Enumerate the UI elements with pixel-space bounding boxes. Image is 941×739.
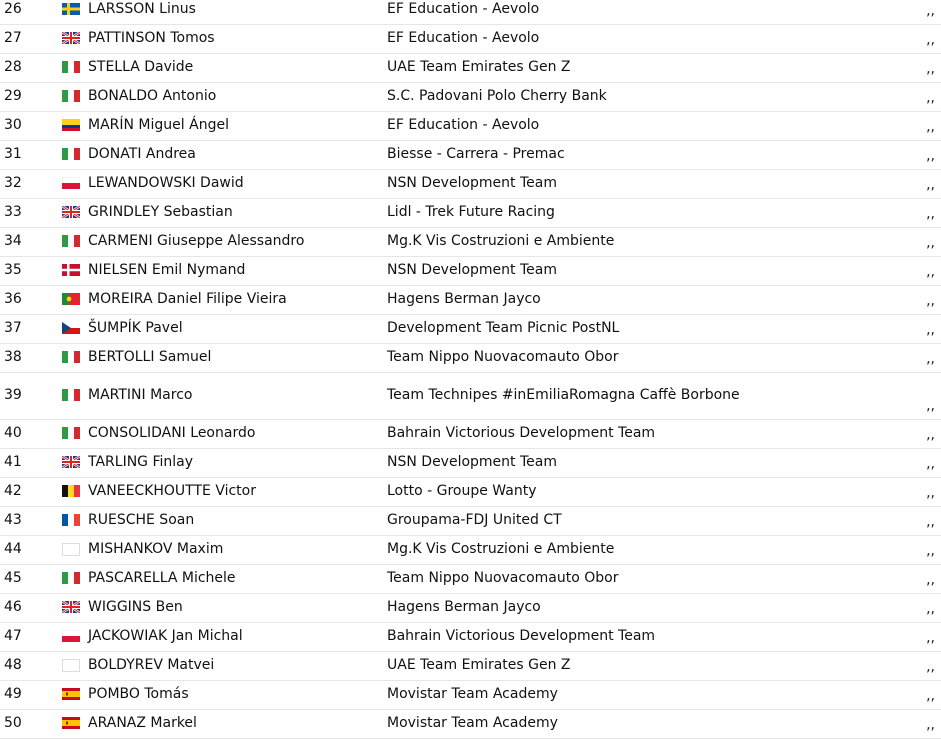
rider-name-link[interactable]: PASCARELLA Michele xyxy=(88,564,387,593)
rider-name-link[interactable]: NIELSEN Emil Nymand xyxy=(88,256,387,285)
rider-name-link[interactable]: PATTINSON Tomos xyxy=(88,24,387,53)
flag-cell xyxy=(62,651,88,680)
rider-name-link[interactable]: ŠUMPÍK Pavel xyxy=(88,314,387,343)
gb-flag-icon xyxy=(62,601,80,613)
table-row xyxy=(0,169,941,198)
flag-cell xyxy=(62,140,88,169)
rider-name-link[interactable]: MARTINI Marco xyxy=(88,372,387,419)
se-flag-icon xyxy=(62,3,80,15)
table-row xyxy=(0,564,941,593)
flag-cell xyxy=(62,419,88,448)
team-name-link[interactable]: NSN Development Team xyxy=(387,448,817,477)
team-name-link[interactable]: Hagens Berman Jayco xyxy=(387,285,817,314)
rank-cell: 38 xyxy=(0,343,62,372)
table-row xyxy=(0,227,941,256)
rank-cell: 44 xyxy=(0,535,62,564)
team-name-link[interactable]: Team Nippo Nuovacomauto Obor xyxy=(387,343,817,372)
flag-cell xyxy=(62,372,88,419)
rider-name-link[interactable]: VANEECKHOUTTE Victor xyxy=(88,477,387,506)
pl-flag-icon xyxy=(62,630,80,642)
team-name-link[interactable]: NSN Development Team xyxy=(387,169,817,198)
team-name-link[interactable]: Team Nippo Nuovacomauto Obor xyxy=(387,564,817,593)
it-flag-icon xyxy=(62,148,80,160)
rank-cell: 49 xyxy=(0,680,62,709)
time-gap: ,, xyxy=(817,198,941,227)
time-gap: ,, xyxy=(817,419,941,448)
flag-cell xyxy=(62,227,88,256)
rank-cell: 32 xyxy=(0,169,62,198)
rank-cell: 31 xyxy=(0,140,62,169)
table-row xyxy=(0,419,941,448)
rider-name-link[interactable]: POMBO Tomás xyxy=(88,680,387,709)
rank-cell: 37 xyxy=(0,314,62,343)
time-gap: ,, xyxy=(817,82,941,111)
rider-name-link[interactable]: ARANAZ Markel xyxy=(88,709,387,738)
it-flag-icon xyxy=(62,572,80,584)
time-gap: ,, xyxy=(817,140,941,169)
es-flag-icon xyxy=(62,688,80,700)
it-flag-icon xyxy=(62,389,80,401)
time-gap: ,, xyxy=(817,285,941,314)
flag-cell xyxy=(62,477,88,506)
co-flag-icon xyxy=(62,119,80,131)
table-row xyxy=(0,285,941,314)
time-gap: ,, xyxy=(817,53,941,82)
table-row xyxy=(0,651,941,680)
time-gap: ,, xyxy=(817,622,941,651)
time-gap: ,, xyxy=(817,564,941,593)
rider-name-link[interactable]: MISHANKOV Maxim xyxy=(88,535,387,564)
time-gap: ,, xyxy=(817,343,941,372)
rider-name-link[interactable]: CONSOLIDANI Leonardo xyxy=(88,419,387,448)
rider-name-link[interactable]: DONATI Andrea xyxy=(88,140,387,169)
rider-name-link[interactable]: MARÍN Miguel Ángel xyxy=(88,111,387,140)
rider-name-link[interactable]: JACKOWIAK Jan Michal xyxy=(88,622,387,651)
table-row xyxy=(0,343,941,372)
cz-flag-icon xyxy=(62,322,80,334)
flag-cell xyxy=(62,343,88,372)
flag-cell xyxy=(62,53,88,82)
rank-cell: 47 xyxy=(0,622,62,651)
team-name-link[interactable]: S.C. Padovani Polo Cherry Bank xyxy=(387,82,817,111)
team-name-link[interactable]: EF Education - Aevolo xyxy=(387,24,817,53)
table-row xyxy=(0,372,941,419)
team-name-link[interactable]: UAE Team Emirates Gen Z xyxy=(387,53,817,82)
time-gap: ,, xyxy=(817,111,941,140)
it-flag-icon xyxy=(62,90,80,102)
rank-cell: 35 xyxy=(0,256,62,285)
table-row xyxy=(0,448,941,477)
dk-flag-icon xyxy=(62,264,80,276)
rank-cell: 30 xyxy=(0,111,62,140)
es-flag-icon xyxy=(62,717,80,729)
time-gap: ,, xyxy=(817,535,941,564)
it-flag-icon xyxy=(62,235,80,247)
team-name-link[interactable]: EF Education - Aevolo xyxy=(387,0,817,24)
blank-flag-icon xyxy=(62,659,80,672)
rank-cell: 48 xyxy=(0,651,62,680)
flag-cell xyxy=(62,622,88,651)
team-name-link[interactable]: Team Technipes #inEmiliaRomagna Caffè Borbone xyxy=(387,372,817,419)
gb-flag-icon xyxy=(62,456,80,468)
rider-name-link[interactable]: MOREIRA Daniel Filipe Vieira xyxy=(88,285,387,314)
rank-cell: 36 xyxy=(0,285,62,314)
table-row xyxy=(0,622,941,651)
time-gap: ,, xyxy=(817,477,941,506)
flag-cell xyxy=(62,24,88,53)
team-name-link[interactable]: Development Team Picnic PostNL xyxy=(387,314,817,343)
flag-cell xyxy=(62,709,88,738)
rank-cell: 50 xyxy=(0,709,62,738)
time-gap: ,, xyxy=(817,256,941,285)
rank-cell: 27 xyxy=(0,24,62,53)
it-flag-icon xyxy=(62,61,80,73)
time-gap: ,, xyxy=(817,169,941,198)
table-row xyxy=(0,535,941,564)
table-row xyxy=(0,140,941,169)
rank-cell: 45 xyxy=(0,564,62,593)
fr-flag-icon xyxy=(62,514,80,526)
time-gap: ,, xyxy=(817,227,941,256)
flag-cell xyxy=(62,593,88,622)
rank-cell: 28 xyxy=(0,53,62,82)
rank-cell: 39 xyxy=(0,372,62,419)
flag-cell xyxy=(62,256,88,285)
rank-cell: 41 xyxy=(0,448,62,477)
rank-cell: 34 xyxy=(0,227,62,256)
flag-cell xyxy=(62,0,88,24)
rank-cell: 29 xyxy=(0,82,62,111)
team-name-link[interactable]: Biesse - Carrera - Premac xyxy=(387,140,817,169)
flag-cell xyxy=(62,198,88,227)
it-flag-icon xyxy=(62,427,80,439)
team-name-link[interactable]: EF Education - Aevolo xyxy=(387,111,817,140)
rider-name-link[interactable]: GRINDLEY Sebastian xyxy=(88,198,387,227)
flag-cell xyxy=(62,169,88,198)
flag-cell xyxy=(62,82,88,111)
team-name-link[interactable]: Bahrain Victorious Development Team xyxy=(387,622,817,651)
rank-cell: 42 xyxy=(0,477,62,506)
rank-cell: 33 xyxy=(0,198,62,227)
table-row xyxy=(0,198,941,227)
rank-cell: 46 xyxy=(0,593,62,622)
time-gap: ,, xyxy=(817,24,941,53)
rider-name-link[interactable]: CARMENI Giuseppe Alessandro xyxy=(88,227,387,256)
rank-cell: 26 xyxy=(0,0,62,24)
rider-name-link[interactable]: RUESCHE Soan xyxy=(88,506,387,535)
blank-flag-icon xyxy=(62,543,80,556)
table-row xyxy=(0,0,941,24)
team-name-link[interactable]: UAE Team Emirates Gen Z xyxy=(387,651,817,680)
gb-flag-icon xyxy=(62,32,80,44)
flag-cell xyxy=(62,448,88,477)
table-row xyxy=(0,593,941,622)
rank-cell: 40 xyxy=(0,419,62,448)
team-name-link[interactable]: Movistar Team Academy xyxy=(387,709,817,738)
table-row xyxy=(0,680,941,709)
flag-cell xyxy=(62,535,88,564)
table-row xyxy=(0,506,941,535)
team-name-link[interactable]: NSN Development Team xyxy=(387,256,817,285)
flag-cell xyxy=(62,506,88,535)
flag-cell xyxy=(62,285,88,314)
time-gap: ,, xyxy=(817,372,941,419)
team-name-link[interactable]: Bahrain Victorious Development Team xyxy=(387,419,817,448)
rider-name-link[interactable]: LEWANDOWSKI Dawid xyxy=(88,169,387,198)
rider-name-link[interactable]: STELLA Davide xyxy=(88,53,387,82)
it-flag-icon xyxy=(62,351,80,363)
table-row xyxy=(0,82,941,111)
time-gap: ,, xyxy=(817,709,941,738)
rider-name-link[interactable]: WIGGINS Ben xyxy=(88,593,387,622)
flag-cell xyxy=(62,111,88,140)
time-gap: ,, xyxy=(817,593,941,622)
table-row xyxy=(0,709,941,738)
rider-name-link[interactable]: BOLDYREV Matvei xyxy=(88,651,387,680)
time-gap: ,, xyxy=(817,0,941,24)
table-row xyxy=(0,111,941,140)
be-flag-icon xyxy=(62,485,80,497)
time-gap: ,, xyxy=(817,448,941,477)
time-gap: ,, xyxy=(817,680,941,709)
gb-flag-icon xyxy=(62,206,80,218)
pt-flag-icon xyxy=(62,293,80,305)
table-row xyxy=(0,256,941,285)
team-name-link[interactable]: Movistar Team Academy xyxy=(387,680,817,709)
rider-name-link[interactable]: BONALDO Antonio xyxy=(88,82,387,111)
rider-name-link[interactable]: BERTOLLI Samuel xyxy=(88,343,387,372)
table-row xyxy=(0,53,941,82)
time-gap: ,, xyxy=(817,651,941,680)
table-row xyxy=(0,477,941,506)
table-row xyxy=(0,314,941,343)
flag-cell xyxy=(62,680,88,709)
team-name-link[interactable]: Hagens Berman Jayco xyxy=(387,593,817,622)
flag-cell xyxy=(62,314,88,343)
team-name-link[interactable]: Groupama-FDJ United CT xyxy=(387,506,817,535)
rank-cell: 43 xyxy=(0,506,62,535)
team-name-link[interactable]: Lidl - Trek Future Racing xyxy=(387,198,817,227)
table-row xyxy=(0,24,941,53)
team-name-link[interactable]: Mg.K Vis Costruzioni e Ambiente xyxy=(387,535,817,564)
team-name-link[interactable]: Lotto - Groupe Wanty xyxy=(387,477,817,506)
flag-cell xyxy=(62,564,88,593)
rider-name-link[interactable]: TARLING Finlay xyxy=(88,448,387,477)
pl-flag-icon xyxy=(62,177,80,189)
team-name-link[interactable]: Mg.K Vis Costruzioni e Ambiente xyxy=(387,227,817,256)
time-gap: ,, xyxy=(817,506,941,535)
time-gap: ,, xyxy=(817,314,941,343)
rider-name-link[interactable]: LARSSON Linus xyxy=(88,0,387,24)
